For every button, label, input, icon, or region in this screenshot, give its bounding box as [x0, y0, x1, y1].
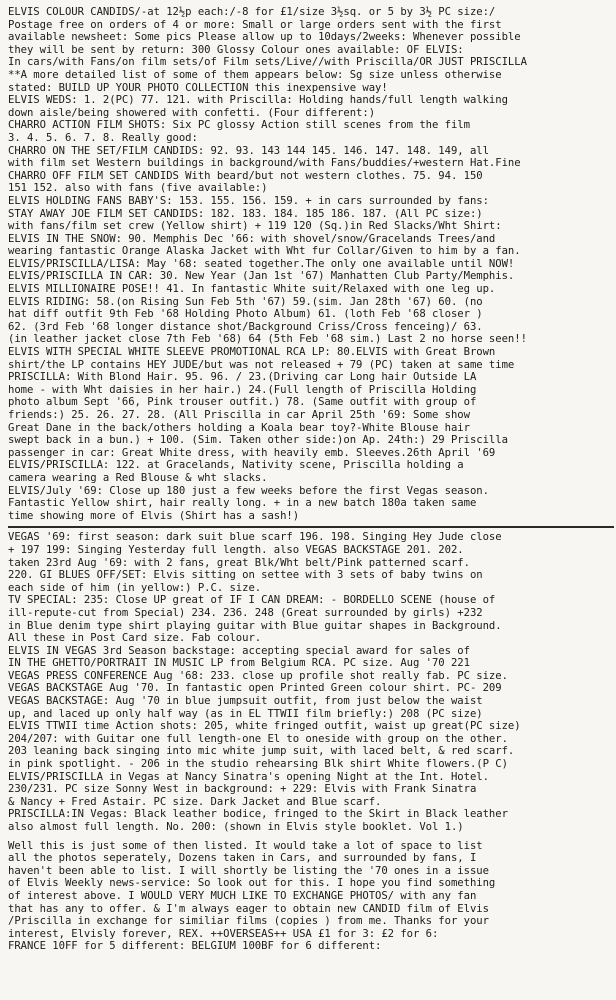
text-line: ELVIS COLOUR CANDIDS/-at 12½p each:/-8 for £1/size 3½sq. or 5 by 3½ PC size:/ [8, 6, 496, 18]
text-line: VEGAS PRESS CONFERENCE Aug '68: 233. close up profile shot really fab. PC size. [8, 669, 508, 682]
closing-line: interest, Elvisly forever, REX. ++OVERSEAS++ USA £1 for 3: £2 for 6: [8, 927, 439, 940]
text-line: 62. (3rd Feb '68 longer distance shot/Background Criss/Cross fenceing)/ 63. [8, 320, 483, 333]
text-line: IN THE GHETTO/PORTRAIT IN MUSIC LP from Belgium RCA. PC size. Aug '70 221 [8, 657, 470, 670]
text-line: CHARRO OFF FILM SET CANDIDS With beard/but not western clothes. 75. 94. 150 [8, 169, 483, 182]
text-line: ELVIS/PRISCILLA/LISA: May '68: seated together.The only one available until NOW! [8, 257, 515, 270]
text-line: Postage free on orders of 4 or more: Small or large orders sent with the first [8, 18, 502, 31]
text-line: also almost full length. No. 200: (shown in Elvis style booklet. Vol 1.) [8, 821, 464, 833]
text-line: ELVIS IN THE SNOW: 90. Memphis Dec '66: with shovel/snow/Gracelands Trees/and [8, 232, 496, 245]
text-line: home - with Wht daisies in her hair.) 24.(Full length of Priscilla Holding [8, 383, 477, 396]
text-line: (in leather jacket close 7th Feb '68) 64 (5th Feb '68 sim.) Last 2 no horse seen!! [8, 333, 527, 346]
text-line: 220. GI BLUES OFF/SET: Elvis sitting on settee with 3 sets of baby twins on [8, 569, 483, 582]
text-line: VEGAS '69: first season: dark suit blue scarf 196. 198. Singing Hey Jude close [8, 531, 502, 544]
closing-line: all the photos seperately, Dozens taken in Cars, and surrounded by fans, I [8, 852, 477, 865]
text-line: ELVIS MILLIONAIRE POSE!! 41. In fantastic White suit/Relaxed with one leg up. [8, 283, 496, 296]
text-line: in Blue denim type shirt playing guitar with Blue guitar shapes in Background. [8, 619, 502, 632]
text-line: swept back in a bun.) + 100. (Sim. Taken other side:)on Ap. 24th:) 29 Priscilla [8, 434, 508, 447]
closing-line: of interest above. I WOULD VERY MUCH LIKE TO EXCHANGE PHOTOS/ with any fan [8, 889, 477, 902]
text-line: stated: BUILD UP YOUR PHOTO COLLECTION this inexpensive way! [8, 81, 388, 94]
text-line: ELVIS/PRISCILLA: 122. at Gracelands, Nativity scene, Priscilla holding a [8, 459, 464, 472]
text-line: ELVIS RIDING: 58.(on Rising Sun Feb 5th '67) 59.(sim. Jan 28th '67) 60. (no [8, 295, 483, 308]
text-line: 203 leaning back singing into mic white jump suit, with laced belt, & red scarf. [8, 745, 515, 758]
text-line: ELVIS WITH SPECIAL WHITE SLEEVE PROMOTIONAL RCA LP: 80.ELVIS with Great Brown [8, 346, 496, 359]
text-line: Great Dane in the back/others holding a Koala bear toy?-White Blouse hair [8, 421, 470, 434]
text-line: with fans/film set crew (Yellow shirt) + 119 120 (Sq.)in Red Slacks/Wht Shirt: [8, 220, 502, 233]
text-line: VEGAS BACKSTAGE: Aug '70 in blue jumpsuit outfit, from just below the waist [8, 695, 483, 708]
closing-line: haven't been able to list. I will shortly be listing the '70 ones in a issue [8, 864, 489, 877]
closing-paragraph [8, 840, 606, 953]
text-line: ELVIS IN VEGAS 3rd Season backstage: accepting special award for sales of [8, 644, 470, 657]
text-line: ELVIS WEDS: 1. 2(PC) 77. 121. with Priscilla: Holding hands/full length walking [8, 94, 508, 107]
text-line: TV SPECIAL: 235: Close UP great of IF I CAN DREAM: - BORDELLO SCENE (house of [8, 594, 496, 607]
text-line: shirt/the LP contains HEY JUDE/but was not released + 79 (PC) taken at same time [8, 358, 515, 371]
top-section [8, 6, 606, 522]
closing-line: FRANCE 10FF for 5 different: BELGIUM 100BF for 6 different: [8, 940, 382, 953]
text-line: PRISCILLA: With Blond Hair. 95. 96. / 23.(Driving car Long hair Outside LA [8, 371, 477, 384]
text-line: ill-repute-cut from Special) 234. 236. 248 (Great surrounded by girls) +232 [8, 606, 483, 619]
text-line: + 197 199: Singing Yesterday full length. also VEGAS BACKSTAGE 201. 202. [8, 543, 464, 556]
text-line: up, and laced up only half way (as in EL TTWII film briefly:) 208 (PC size) [8, 707, 483, 720]
text-line: ELVIS HOLDING FANS BABY'S: 153. 155. 156. 159. + in cars surrounded by fans: [8, 194, 489, 207]
text-line: 151 152. also with fans (five available:) [8, 182, 268, 195]
closing-line: that has any to offer. & I'm always eager to obtain new CANDID film of Elvis [8, 902, 489, 915]
text-line: camera wearing a Red Blouse & wht slacks. [8, 471, 268, 484]
text-line: each side of him (in yellow:) P.C. size. [8, 581, 262, 594]
text-line: Fantastic Yellow shirt, hair really long. + in a new batch 180a taken same [8, 497, 477, 510]
text-line: they will be sent by return: 300 Glossy Colour ones available: OF ELVIS: [8, 43, 464, 56]
text-line: available newsheet: Some pics Please allow up to 10days/2weeks: Whenever possible [8, 31, 521, 44]
text-line: STAY AWAY JOE FILM SET CANDIDS: 182. 183. 184. 185 186. 187. (All PC size:) [8, 207, 483, 220]
text-line: & Nancy + Fred Astair. PC size. Dark Jacket and Blue scarf. [8, 795, 382, 808]
text-line: passenger in car: Great White dress, with heavily emb. Sleeves.26th April '69 [8, 446, 496, 459]
text-line: ELVIS/PRISCILLA IN CAR: 30. New Year (Jan 1st '67) Manhatten Club Party/Memphis. [8, 270, 515, 283]
text-line: VEGAS BACKSTAGE Aug '70. In fantastic open Printed Green colour shirt. PC- 209 [8, 682, 502, 695]
text-line: 3. 4. 5. 6. 7. 8. Really good: [8, 131, 198, 144]
text-line: time showing more of Elvis (Shirt has a sash!) [8, 509, 300, 522]
text-line: 204/207: with Guitar one full length-one El to oneside with group on the other. [8, 732, 508, 745]
text-line: with film set Western buildings in background/with Fans/buddies/+western Hat.Fine [8, 157, 521, 170]
text-line: 230/231. PC size Sonny West in background: + 229: Elvis with Frank Sinatra [8, 783, 477, 796]
text-line: ELVIS/PRISCILLA in Vegas at Nancy Sinatra's opening Night at the Int. Hotel. [8, 770, 489, 783]
text-line: **A more detailed list of some of them appears below: Sg size unless otherwise [8, 68, 502, 81]
text-line: in pink spotlight. - 206 in the studio rehearsing Blk shirt White flowers.(P C) [8, 758, 508, 771]
bottom-section [8, 531, 606, 833]
text-line: All these in Post Card size. Fab colour. [8, 632, 262, 645]
text-line: PRISCILLA:IN Vegas: Black leather bodice, fringed to the Skirt in Black leather [8, 808, 508, 821]
text-line: down aisle/being showered with confetti. (Four different:) [8, 106, 376, 119]
text-line: wearing fantastic Orange Alaska Jacket with Wht fur Collar/Given to him by a fan. [8, 245, 521, 258]
text-line: ELVIS/July '69: Close up 180 just a few weeks before the first Vegas season. [8, 484, 489, 497]
text-line: ELVIS TTWII time Action shots: 205, white fringed outfit, waist up great(PC size) [8, 720, 521, 733]
text-line: In cars/with Fans/on film sets/of Film sets/Live//with Priscilla/OR JUST PRISCILLA [8, 56, 527, 69]
text-line: taken 23rd Aug '69: with 2 fans, great Blk/Wht belt/Pink patterned scarf. [8, 556, 470, 569]
text-line: photo album Sept '66, Pink trouser outfit.) 78. (Same outfit with group of [8, 396, 477, 409]
cut-divider-line [8, 526, 614, 528]
closing-line: Well this is just some of then listed. It would take a lot of space to list [8, 839, 483, 852]
text-line: CHARRO ACTION FILM SHOTS: Six PC glossy Action still scenes from the film [8, 119, 470, 132]
text-line: friends:) 25. 26. 27. 28. (All Priscilla in car April 25th '69: Some show [8, 409, 470, 421]
closing-line: /Priscilla in exchange for similiar films (copies ) from me. Thanks for your [8, 915, 489, 928]
text-line: CHARRO ON THE SET/FILM CANDIDS: 92. 93. 143 144 145. 146. 147. 148. 149, all [8, 144, 489, 157]
closing-line: of Elvis Weekly news-service: So look out for this. I hope you find something [8, 877, 496, 890]
text-line: hat diff outfit 9th Feb '68 Holding Photo Album) 61. (loth Feb '68 closer ) [8, 308, 483, 321]
